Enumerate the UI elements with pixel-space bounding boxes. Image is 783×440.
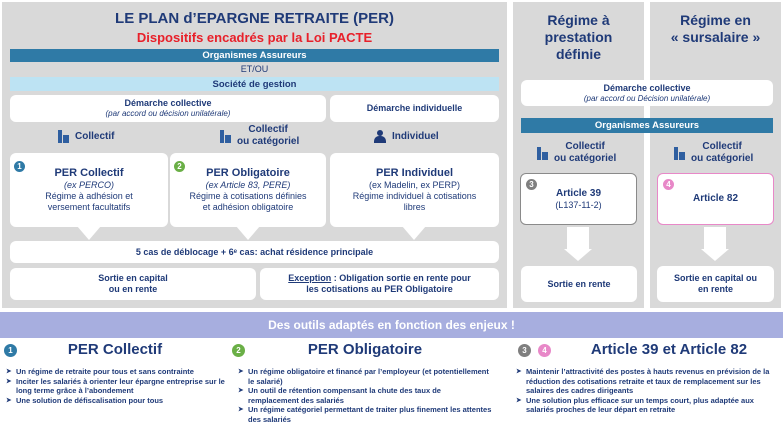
deblocage-text: 5 cas de déblocage + 6ᵉ cas: achat résidence principale bbox=[135, 246, 374, 257]
category-individuel bbox=[374, 130, 439, 143]
col1-title-l2: prestation bbox=[544, 29, 613, 45]
category-collectif bbox=[58, 130, 114, 143]
per-individuel-l1: Régime individuel à cotisations bbox=[352, 191, 477, 201]
right-demarche-note: (par accord ou Décision unilatérale) bbox=[583, 93, 711, 103]
per-collectif-l2: versement facultatifs bbox=[47, 202, 131, 212]
number-4-badge: 4 bbox=[536, 342, 553, 359]
societe-bar: Société de gestion bbox=[10, 77, 499, 91]
per-obligatoire-box bbox=[170, 153, 326, 227]
per-obligatoire-sub: (ex Article 83, PERE) bbox=[205, 180, 291, 190]
right-cat-right-l1: Collectif bbox=[702, 141, 742, 152]
col2-title bbox=[650, 12, 781, 46]
bottom-col3-list bbox=[516, 367, 778, 415]
list-item: ➤ Une solution de défiscalisation pour tous bbox=[6, 396, 230, 406]
bottom-col2-list bbox=[238, 367, 492, 425]
category-collectif-label: Collectif bbox=[75, 130, 115, 142]
col2-title-l2: « sursalaire » bbox=[670, 29, 761, 45]
category-l2: ou catégoriel bbox=[237, 136, 300, 147]
per-collectif-title: PER Collectif bbox=[54, 167, 124, 179]
right-cat-left-l1: Collectif bbox=[565, 141, 605, 152]
list-item: ➤ Un outil de rétention compensant la chute des taux de remplacement des salariés bbox=[238, 386, 492, 405]
right-category-left bbox=[537, 141, 616, 165]
number-3-badge: 3 bbox=[524, 177, 539, 192]
right-organismes-bar: Organismes Assureurs bbox=[521, 118, 773, 133]
banner-text: Des outils adaptés en fonction des enjeux ! bbox=[268, 318, 515, 332]
number-4-badge: 4 bbox=[661, 177, 676, 192]
list-item: ➤ Une solution plus efficace sur un temps court, plus adaptée aux salariés proches de leur départ en retraite bbox=[516, 396, 778, 415]
number-2-badge: 2 bbox=[172, 159, 187, 174]
per-individuel-title: PER Individuel bbox=[375, 167, 453, 179]
category-l1: Collectif bbox=[248, 124, 288, 135]
sortie-rente-box bbox=[521, 266, 637, 302]
demarche-collective-title: Démarche collective bbox=[124, 98, 212, 108]
col2-title-l1: Régime en bbox=[680, 12, 751, 28]
building-icon bbox=[58, 130, 69, 143]
article-82-arrow bbox=[704, 227, 726, 249]
bottom-col3-title: Article 39 et Article 82 bbox=[590, 341, 748, 358]
building-icon bbox=[674, 147, 685, 160]
arrow-down-icon bbox=[402, 226, 426, 240]
number-1-badge: 1 bbox=[2, 342, 19, 359]
building-icon bbox=[220, 130, 231, 143]
number-2-badge: 2 bbox=[230, 342, 247, 359]
sortie-l2: ou en rente bbox=[108, 284, 158, 294]
category-collectif-ou-categoriel bbox=[220, 124, 299, 148]
building-icon bbox=[537, 147, 548, 160]
list-item: ➤ Un régime de retraite pour tous et sans contrainte bbox=[6, 367, 230, 377]
article-39-title: Article 39 bbox=[555, 187, 602, 199]
list-item: ➤ Un régime catégoriel permettant de traiter plus finement les attentes des salariés bbox=[238, 405, 492, 424]
per-obligatoire-title: PER Obligatoire bbox=[206, 167, 290, 179]
page-subtitle: Dispositifs encadrés par la Loi PACTE bbox=[136, 30, 373, 45]
per-individuel-l2: libres bbox=[403, 202, 426, 212]
list-item: ➤ Maintenir l’attractivité des postes à hauts revenus en prévision de la réduction des cotisations retraite et taux de remplacement sur les salaires des cadres dirigeants bbox=[516, 367, 778, 396]
page-title: LE PLAN d’EPARGNE RETRAITE (PER) bbox=[115, 10, 394, 27]
arrow-down-icon bbox=[701, 249, 729, 261]
bottom-col1-title: PER Collectif bbox=[67, 341, 163, 358]
right-category-right bbox=[674, 141, 753, 165]
right-cat-left-l2: ou catégoriel bbox=[554, 153, 617, 164]
per-obligatoire-l2: et adhésion obligatoire bbox=[202, 202, 294, 212]
sortie-capital-l1: Sortie en capital ou bbox=[673, 273, 758, 283]
sortie-rente-text: Sortie en rente bbox=[547, 278, 611, 289]
exception-box bbox=[260, 268, 499, 300]
sortie-capital-l2: en rente bbox=[697, 284, 733, 294]
col1-title-l3: définie bbox=[555, 46, 602, 62]
number-3-badge: 3 bbox=[516, 342, 533, 359]
right-cat-right-l2: ou catégoriel bbox=[691, 153, 754, 164]
per-individuel-sub: (ex Madelin, ex PERP) bbox=[368, 180, 461, 190]
article-39-arrow bbox=[567, 227, 589, 249]
right-demarche-collective-box bbox=[521, 80, 773, 106]
article-39-sub: (L137-11-2) bbox=[555, 199, 602, 210]
per-individuel-box bbox=[330, 153, 499, 227]
exception-l2: les cotisations au PER Obligatoire bbox=[306, 284, 453, 294]
demarche-collective-box bbox=[10, 95, 326, 122]
list-item: ➤ Un régime obligatoire et financé par l’employeur (et potentiellement le salarié) bbox=[238, 367, 492, 386]
col1-title-l1: Régime à bbox=[547, 12, 610, 28]
category-individuel-label: Individuel bbox=[392, 130, 439, 142]
per-collectif-sub: (ex PERCO) bbox=[63, 180, 114, 190]
per-collectif-l1: Régime à adhésion et bbox=[45, 191, 133, 201]
bottom-col2-title: PER Obligatoire bbox=[307, 341, 423, 358]
banner bbox=[0, 312, 783, 338]
right-demarche-title: Démarche collective bbox=[603, 82, 691, 93]
per-obligatoire-l1: Régime à cotisations définies bbox=[189, 191, 307, 201]
exception-l1: : Obligation sortie en rente pour bbox=[331, 273, 471, 283]
demarche-collective-note: (par accord ou décision unilatérale) bbox=[105, 109, 231, 118]
arrow-down-icon bbox=[236, 226, 260, 240]
sortie-capital-rente-box bbox=[657, 266, 774, 302]
list-item: ➤ Inciter les salariés à orienter leur épargne entreprise sur le long terme grâce à l’abondement bbox=[6, 377, 230, 396]
exception-label: Exception bbox=[288, 273, 332, 283]
sortie-l1: Sortie en capital bbox=[98, 273, 168, 283]
arrow-down-icon bbox=[77, 226, 101, 240]
deblocage-box bbox=[10, 241, 499, 263]
number-1-badge: 1 bbox=[12, 159, 27, 174]
person-icon bbox=[374, 130, 386, 143]
demarche-individuelle-box bbox=[330, 95, 499, 122]
article-82-title: Article 82 bbox=[692, 193, 739, 204]
bottom-col1-list bbox=[6, 367, 230, 405]
per-collectif-box bbox=[10, 153, 168, 227]
arrow-down-icon bbox=[564, 249, 592, 261]
etou-label: ET/OU bbox=[240, 64, 269, 74]
demarche-individuelle-title: Démarche individuelle bbox=[366, 103, 463, 113]
sortie-capital-box bbox=[10, 268, 256, 300]
col1-title bbox=[513, 12, 644, 63]
organismes-bar: Organismes Assureurs bbox=[10, 49, 499, 62]
